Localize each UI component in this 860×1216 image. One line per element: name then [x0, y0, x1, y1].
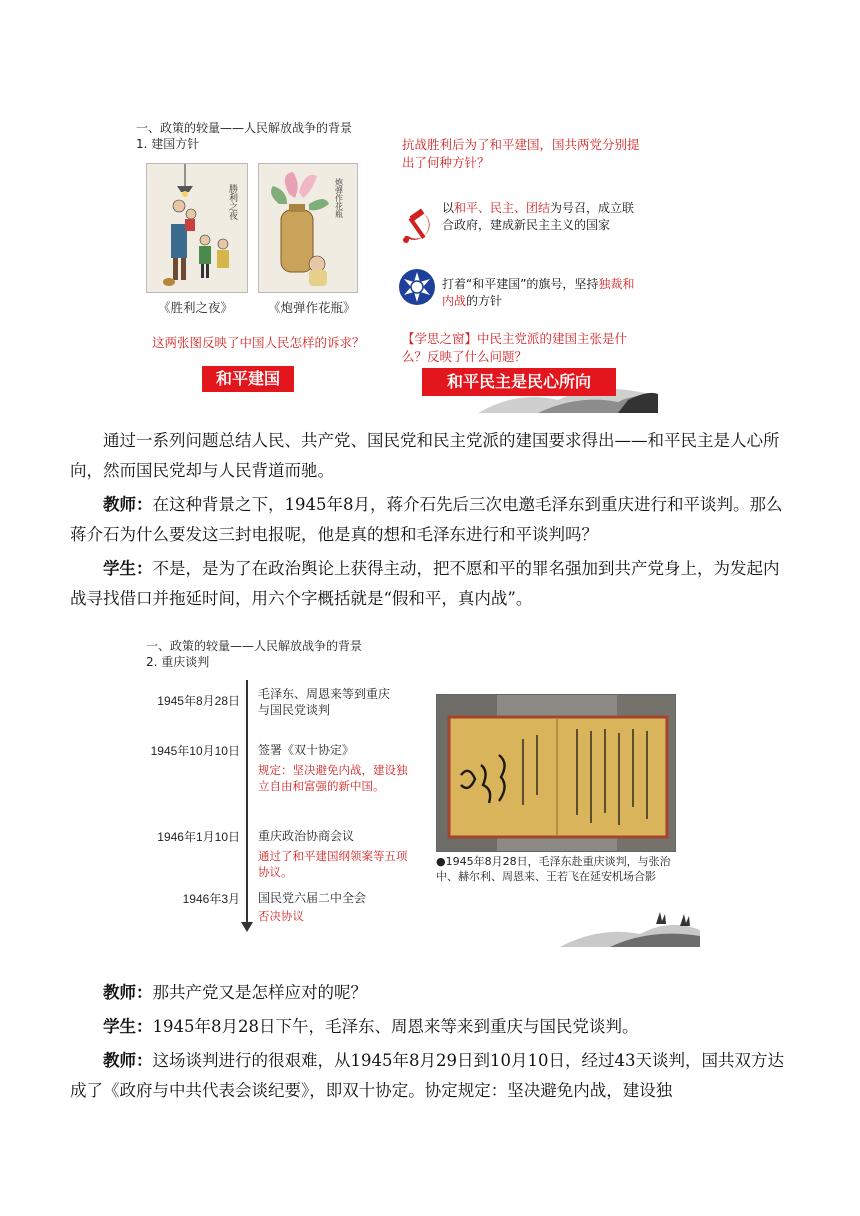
- ink-mountain-decoration: [560, 900, 700, 947]
- cartoon-shell-vase: [258, 163, 358, 293]
- cpc-policy-suffix: 为号召，成立联合政府，建成新民主主义的国家: [442, 201, 635, 232]
- slide-heading: 一、政策的较量——人民解放战争的背景: [146, 639, 363, 653]
- cartoon-victory-night-image: [147, 164, 247, 292]
- ink-landscape-image: [560, 900, 700, 947]
- negotiation-photo: [436, 694, 676, 852]
- timeline-event: 毛泽东、周恩来等到重庆与国民党谈判: [258, 687, 391, 717]
- kmt-policy-highlight: 独裁和内战: [442, 277, 635, 308]
- cpc-policy-prefix: 以: [442, 201, 455, 215]
- timeline-event: 重庆政治协商会议: [258, 829, 355, 843]
- paragraph-text: 这场谈判进行的很艰难，从1945年8月29日到10月10日，经过43天谈判，国共双方达成了《政府与中共代表会谈纪要》，即双十协定。协定规定：坚决避免内战，建设独: [70, 1051, 784, 1100]
- kmt-policy-suffix: 的方针: [466, 294, 503, 308]
- paragraph-text: 不是，是为了在政治舆论上获得主动，把不愿和平的罪名强加到共产党身上，为发起内战寻找借口并拖延时间，用六个字概括就是“假和平，真内战”。: [70, 559, 780, 608]
- paragraph-teacher-1: [70, 490, 786, 550]
- right-question: 抗战胜利后为了和平建国，国共两党分别提出了何种方针？: [402, 137, 640, 170]
- speaker-teacher: 教师：: [103, 495, 153, 514]
- paragraph-summary: 通过一系列问题总结人民、共产党、国民党和民主党派的建国要求得出——和平民主是人心所向，然而国民党却与人民背道而驰。: [70, 431, 780, 480]
- timeline-note: 否决协议: [258, 909, 304, 923]
- speaker-teacher: 教师：: [103, 1051, 153, 1070]
- cartoon-shell-vase-image: [259, 164, 357, 292]
- paragraph-text: 1945年8月28日下午，毛泽东、周恩来等来到重庆与国民党谈判。: [152, 1017, 639, 1036]
- kmt-policy: [442, 276, 642, 310]
- cpc-policy: [442, 200, 642, 234]
- timeline-date: 1946年1月10日: [157, 830, 240, 844]
- speaker-student: 学生：: [103, 559, 153, 578]
- speaker-student: 学生：: [103, 1017, 153, 1036]
- timeline-date: 1945年10月10日: [150, 744, 240, 758]
- timeline-date: 1946年3月: [182, 892, 240, 906]
- slide-subheading: 1. 建国方针: [136, 137, 200, 151]
- cartoon-victory-night-caption: 《胜利之夜》: [158, 300, 234, 315]
- timeline-note: 规定：坚决避免内战，建设独立自由和富强的新中国。: [258, 763, 408, 793]
- svg-text:炮弹作花瓶: 炮弹作花瓶: [334, 178, 344, 218]
- paragraph-teacher-2: [70, 978, 786, 1008]
- timeline-event: 签署《双十协定》: [258, 743, 355, 757]
- timeline-date: 1945年8月28日: [157, 694, 240, 708]
- left-question: 这两张图反映了中国人民怎样的诉求？: [152, 335, 365, 350]
- cartoon-victory-night: [146, 163, 248, 293]
- slide-jianguo-fangzhen: [118, 108, 658, 413]
- slide-subheading: 2. 重庆谈判: [146, 655, 210, 669]
- study-window-question: 【学思之窗】中民主党派的建国主张是什么？反映了什么问题？: [402, 331, 628, 364]
- paragraph-text: 那共产党又是怎样应对的呢？: [152, 983, 367, 1002]
- timeline-axis: [246, 680, 248, 926]
- white-sun-emblem-icon: [398, 268, 436, 306]
- paragraph-text: 在这种背景之下，1945年8月，蒋介石先后三次电邀毛泽东到重庆进行和平谈判。那么蒋介石为什么要发这三封电报呢，他是真的想和毛泽东进行和平谈判吗？: [70, 495, 783, 544]
- paragraph-student-2: [70, 1012, 786, 1042]
- banner-peace-democracy: 和平民主是民心所向: [422, 368, 616, 396]
- banner-peace-nation: 和平建国: [202, 366, 294, 392]
- kmt-emblem-icon: [398, 268, 436, 306]
- slide-heading: 一、政策的较量——人民解放战争的背景: [136, 121, 353, 135]
- cpc-emblem-icon: [398, 206, 434, 246]
- cartoon-shell-vase-caption: 《炮弹作花瓶》: [268, 300, 356, 315]
- kmt-policy-prefix: 打着“和平建国”的旗号，坚持: [442, 277, 599, 291]
- paragraph-teacher-3: [70, 1046, 786, 1106]
- svg-text:勝利之夜: 勝利之夜: [227, 184, 237, 220]
- timeline-event: 国民党六届二中全会: [258, 891, 367, 905]
- speaker-teacher: 教师：: [103, 983, 153, 1002]
- timeline-arrow-icon: [241, 922, 253, 932]
- paragraph-student-1: [70, 554, 786, 614]
- timeline-note: 通过了和平建国纲领案等五项协议。: [258, 849, 408, 879]
- cpc-policy-highlight: 和平、民主、团结: [454, 201, 551, 215]
- photo-caption: ●1945年8月28日，毛泽东赴重庆谈判，与张治中、赫尔利、周恩来、王若飞在延安机场合影: [436, 855, 671, 883]
- hammer-sickle-icon: [398, 206, 434, 246]
- slide-chongqing-talks: [140, 632, 700, 947]
- historical-document-image: [437, 695, 675, 851]
